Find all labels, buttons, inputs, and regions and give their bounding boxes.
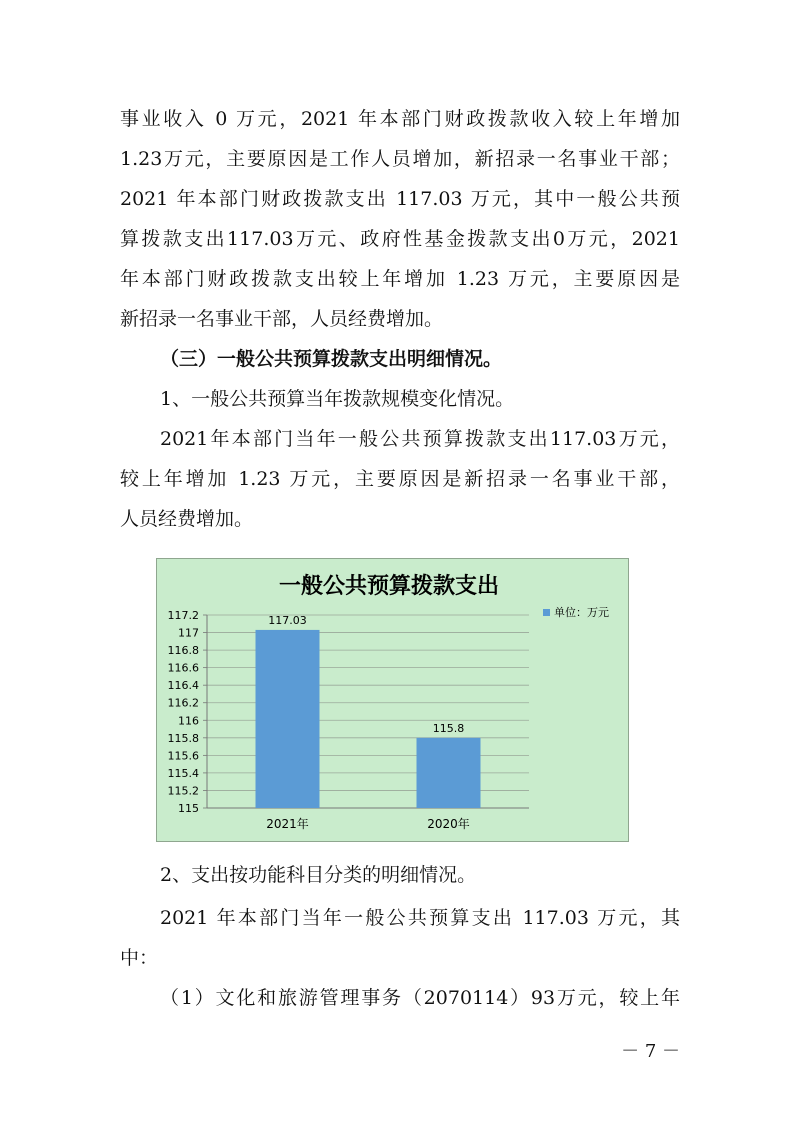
data-label: 115.8 xyxy=(432,721,465,735)
paragraph-line: 事业收入 0 万元，2021 年本部门财政拨款收入较上年增加 xyxy=(120,108,680,130)
chart-title: 一般公共预算拨款支出 xyxy=(278,574,500,599)
y-tick-label: 115.2 xyxy=(167,784,199,798)
y-tick-label: 117.2 xyxy=(167,609,199,622)
y-tick-label: 115 xyxy=(178,802,199,815)
paragraph-line: 较上年增加 1.23 万元，主要原因是新招录一名事业干部， xyxy=(120,468,680,490)
x-tick-label: 2021年 xyxy=(266,817,309,831)
y-tick-label: 115.4 xyxy=(167,766,199,780)
paragraph-line: 中： xyxy=(120,947,159,969)
paragraph-line: 人员经费增加。 xyxy=(120,508,254,530)
paragraph-line: 1.23万元，主要原因是工作人员增加，新招录一名事业干部； xyxy=(120,148,680,170)
data-label: 117.03 xyxy=(268,613,307,627)
bar-chart xyxy=(156,558,629,842)
subsection-title: 2、支出按功能科目分类的明细情况。 xyxy=(160,864,477,886)
paragraph-line: 新招录一名事业干部，人员经费增加。 xyxy=(120,308,444,330)
bar xyxy=(417,738,481,808)
paragraph-line: 年本部门财政拨款支出较上年增加 1.23 万元，主要原因是 xyxy=(120,268,680,290)
y-tick-label: 117 xyxy=(178,626,199,640)
section-heading: （三）一般公共预算拨款支出明细情况。 xyxy=(160,348,503,370)
y-tick-label: 116.4 xyxy=(167,679,199,693)
bar xyxy=(256,630,320,808)
paragraph-line: （1）文化和旅游管理事务（2070114）93万元，较上年 xyxy=(160,987,680,1009)
subsection-title: 1、一般公共预算当年拨款规模变化情况。 xyxy=(160,388,515,410)
paragraph-line: 2021 年本部门当年一般公共预算支出 117.03 万元，其 xyxy=(160,907,680,929)
x-tick-label: 2020年 xyxy=(427,817,470,831)
y-tick-label: 115.8 xyxy=(167,731,199,745)
y-tick-label: 116.6 xyxy=(167,661,199,675)
paragraph-line: 算拨款支出117.03万元、政府性基金拨款支出0万元，2021 xyxy=(120,228,680,250)
y-tick-label: 116.8 xyxy=(167,644,199,658)
page-number: － 7 － xyxy=(621,1041,680,1062)
legend-swatch xyxy=(543,609,550,616)
chart-svg xyxy=(157,559,628,841)
legend-label: 单位：万元 xyxy=(554,606,609,619)
y-tick-label: 116 xyxy=(178,714,199,728)
paragraph-line: 2021 年本部门财政拨款支出 117.03 万元，其中一般公共预 xyxy=(120,188,680,210)
y-tick-label: 115.6 xyxy=(167,749,199,763)
y-tick-label: 116.2 xyxy=(167,696,199,710)
paragraph-line: 2021年本部门当年一般公共预算拨款支出117.03万元， xyxy=(160,428,680,450)
